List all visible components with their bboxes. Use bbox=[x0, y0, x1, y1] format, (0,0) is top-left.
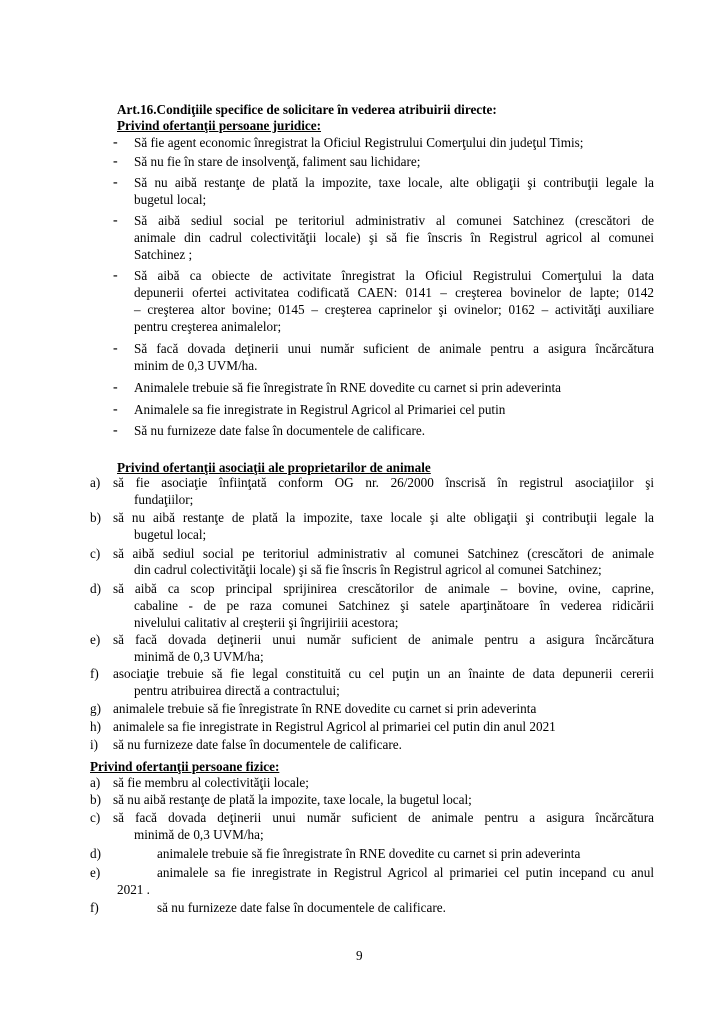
list-item-line: animalele trebuie să fie înregistrate în RNE dovedite cu carnet si prin adeverinta bbox=[113, 701, 537, 716]
list-item-line: să nu furnizeze date false în documentele de calificare. bbox=[157, 900, 446, 915]
list-item-line: minim de 0,3 UVM/ha. bbox=[134, 358, 258, 373]
list-item-line: bugetul local; bbox=[134, 527, 207, 542]
list-item-line: să nu furnizeze date false în documentele de calificare. bbox=[113, 737, 402, 752]
list-item-line: Să nu aibă restanţe de plată la impozite, taxe locale, alte obligaţii şi contribuţii legale la bbox=[134, 175, 654, 190]
list-bullet-dash: - bbox=[113, 341, 118, 356]
section-title-fizice: Privind ofertanţii persoane fizice: bbox=[90, 759, 280, 774]
list-item-line: să aibă ca scop principal sprijinirea crescătorilor de animale – bovine, ovine, caprine, bbox=[113, 581, 654, 596]
list-item-line: – creşterea altor bovine; 0145 – creşterea caprinelor şi ovinelor; 0162 – activităţi auxiliare bbox=[134, 302, 654, 317]
list-bullet-dash: - bbox=[113, 380, 118, 395]
list-item-line: Să aibă sediul social pe teritoriul administrativ al comunei Satchinez (crescători de bbox=[134, 213, 654, 228]
list-item-line: să nu aibă restanţe de plată la impozite, taxe locale, la bugetul local; bbox=[113, 792, 472, 807]
list-bullet-dash: - bbox=[113, 154, 118, 169]
list-item-line: animale din cadrul colectivităţii locale) şi să fie înscris în Registrul agricol al comunei bbox=[134, 230, 654, 245]
list-marker: h) bbox=[90, 719, 101, 734]
article-heading: Art.16.Condiţiile specifice de solicitare în vederea atribuirii directe: bbox=[117, 102, 497, 117]
list-item-line: să fie asociaţie înfiinţată conform OG nr. 26/2000 înscrisă în registrul asociaţiilor şi bbox=[113, 475, 654, 490]
list-item-line: Să fie agent economic înregistrat la Oficiul Registrului Comerţului din judeţul Timis; bbox=[134, 135, 584, 150]
list-marker: e) bbox=[90, 865, 101, 880]
list-marker: b) bbox=[90, 510, 101, 525]
list-item-line: Satchinez ; bbox=[134, 247, 193, 262]
list-item-line: să nu aibă restanţe de plată la impozite, taxe locale şi alte obligaţii şi contribuţii legale la bbox=[113, 510, 654, 525]
list-bullet-dash: - bbox=[113, 135, 118, 150]
list-marker: b) bbox=[90, 792, 101, 807]
list-item-line: Să aibă ca obiecte de activitate înregistrat la Oficiul Registrului Comerţului la data bbox=[134, 268, 654, 283]
list-item-line: cabaline - de pe raza comunei Satchinez şi satele aparţinătoare în vederea ridicării bbox=[134, 598, 654, 613]
list-item-line: minimă de 0,3 UVM/ha; bbox=[134, 649, 264, 664]
list-item-line: din cadrul colectivităţii locale) şi să fie înscris în Registrul agricol al comunei Satchinez; bbox=[134, 562, 602, 577]
list-marker: c) bbox=[90, 810, 101, 825]
list-item-line: nivelului calitativ al creşterii şi îngrijiriii acestora; bbox=[134, 615, 399, 630]
list-marker: g) bbox=[90, 701, 101, 716]
list-item-line: fundaţiilor; bbox=[134, 492, 194, 507]
list-item-line: pentru atribuirea directă a contractului; bbox=[134, 683, 340, 698]
list-item-line: asociaţie trebuie să fie legal constituită cu cel puţin un an înainte de data depunerii cererii bbox=[113, 666, 654, 681]
list-marker: f) bbox=[90, 900, 99, 915]
section-title-juridice: Privind ofertanţii persoane juridice: bbox=[117, 118, 322, 133]
list-bullet-dash: - bbox=[113, 268, 118, 283]
list-item-line: Să nu fie în stare de insolvenţă, faliment sau lichidare; bbox=[134, 154, 421, 169]
list-item-line: depunerii ofertei activitatea codificată CAEN: 0141 – creşterea bovinelor de lapte; 0142 bbox=[134, 285, 654, 300]
list-bullet-dash: - bbox=[113, 175, 118, 190]
list-marker: a) bbox=[90, 775, 101, 790]
list-item-line: 2021 . bbox=[117, 882, 150, 897]
list-bullet-dash: - bbox=[113, 213, 118, 228]
list-item-line: Animalele trebuie să fie înregistrate în RNE dovedite cu carnet si prin adeverinta bbox=[134, 380, 561, 395]
list-item-line: animalele sa fie inregistrate in Registrul Agricol al primariei cel putin incepand cu anul bbox=[157, 865, 654, 880]
list-item-line: să facă dovada deţinerii unui număr suficient de animale pentru a asigura încărcătura bbox=[113, 632, 654, 647]
list-bullet-dash: - bbox=[113, 402, 118, 417]
list-marker: f) bbox=[90, 666, 99, 681]
list-bullet-dash: - bbox=[113, 423, 118, 438]
list-item-line: minimă de 0,3 UVM/ha; bbox=[134, 827, 264, 842]
list-item-line: animalele sa fie inregistrate in Registrul Agricol al primariei cel putin din anul 2021 bbox=[113, 719, 556, 734]
list-item-line: bugetul local; bbox=[134, 192, 207, 207]
list-marker: i) bbox=[90, 737, 99, 752]
list-item-line: Să nu furnizeze date false în documentele de calificare. bbox=[134, 423, 426, 438]
list-item-line: pentru creşterea animalelor; bbox=[134, 319, 282, 334]
list-item-line: să aibă sediul social pe teritoriul administrativ al comunei Satchinez (crescători de animale bbox=[113, 546, 654, 561]
list-marker: e) bbox=[90, 632, 101, 647]
list-item-line: Să facă dovada deţinerii unui număr suficient de animale pentru a asigura încărcătura bbox=[134, 341, 654, 356]
list-marker: a) bbox=[90, 475, 101, 490]
list-item-line: animalele trebuie să fie înregistrate în RNE dovedite cu carnet si prin adeverinta bbox=[157, 846, 581, 861]
list-item-line: Animalele sa fie inregistrate in Registrul Agricol al Primariei cel putin bbox=[134, 402, 506, 417]
list-item-line: să facă dovada deţinerii unui număr suficient de animale pentru a asigura încărcătura bbox=[113, 810, 654, 825]
list-marker: d) bbox=[90, 581, 101, 596]
list-marker: c) bbox=[90, 546, 101, 561]
section-title-asociatii: Privind ofertanţii asociaţii ale proprietarilor de animale bbox=[117, 460, 431, 475]
page-number: 9 bbox=[356, 948, 363, 963]
list-marker: d) bbox=[90, 846, 101, 861]
list-item-line: să fie membru al colectivităţii locale; bbox=[113, 775, 309, 790]
